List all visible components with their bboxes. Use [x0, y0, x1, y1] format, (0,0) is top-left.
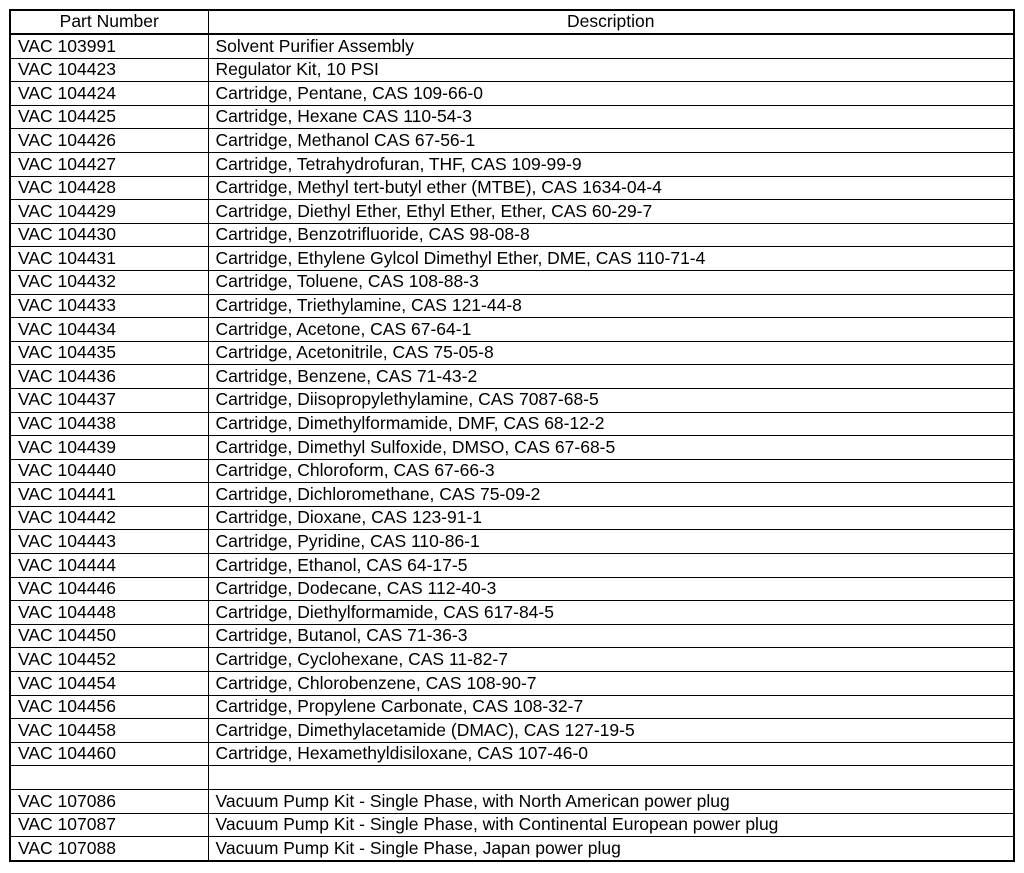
part-number-cell: VAC 104424 [10, 82, 208, 106]
table-row [10, 341, 1014, 365]
description-cell: Cartridge, Pentane, CAS 109-66-0 [208, 82, 1014, 106]
part-number-cell: VAC 104434 [10, 318, 208, 342]
header-row [10, 10, 1014, 34]
table-row [10, 34, 1014, 58]
table-row [10, 270, 1014, 294]
description-cell: Cartridge, Dichloromethane, CAS 75-09-2 [208, 483, 1014, 507]
table-row [10, 837, 1014, 861]
part-number-cell: VAC 104423 [10, 58, 208, 82]
description-cell: Cartridge, Dodecane, CAS 112-40-3 [208, 577, 1014, 601]
table-header [10, 10, 1014, 34]
table-row [10, 82, 1014, 106]
table-row [10, 719, 1014, 743]
description-cell: Cartridge, Dioxane, CAS 123-91-1 [208, 506, 1014, 530]
table-row [10, 742, 1014, 766]
table-row [10, 624, 1014, 648]
part-number-cell: VAC 104438 [10, 412, 208, 436]
description-cell: Cartridge, Diethyl Ether, Ethyl Ether, Ether, CAS 60-29-7 [208, 200, 1014, 224]
table-row [10, 294, 1014, 318]
part-number-cell: VAC 104431 [10, 247, 208, 271]
description-cell: Cartridge, Diethylformamide, CAS 617-84-5 [208, 601, 1014, 625]
description-cell: Cartridge, Pyridine, CAS 110-86-1 [208, 530, 1014, 554]
part-number-cell: VAC 104429 [10, 200, 208, 224]
description-cell: Cartridge, Butanol, CAS 71-36-3 [208, 624, 1014, 648]
description-cell: Cartridge, Toluene, CAS 108-88-3 [208, 270, 1014, 294]
table-row [10, 412, 1014, 436]
table-row [10, 365, 1014, 389]
description-cell: Cartridge, Tetrahydrofuran, THF, CAS 109-99-9 [208, 152, 1014, 176]
description-cell: Cartridge, Diisopropylethylamine, CAS 7087-68-5 [208, 388, 1014, 412]
part-number-cell: VAC 107087 [10, 813, 208, 837]
table-row [10, 152, 1014, 176]
description-cell: Cartridge, Dimethylacetamide (DMAC), CAS 127-19-5 [208, 719, 1014, 743]
description-cell: Cartridge, Benzotrifluoride, CAS 98-08-8 [208, 223, 1014, 247]
table-row [10, 105, 1014, 129]
table-row [10, 58, 1014, 82]
description-cell: Vacuum Pump Kit - Single Phase, with Continental European power plug [208, 813, 1014, 837]
part-number-cell: VAC 104456 [10, 695, 208, 719]
table-row [10, 813, 1014, 837]
part-number-cell: VAC 104440 [10, 459, 208, 483]
parts-table [9, 9, 1015, 862]
part-number-cell: VAC 104435 [10, 341, 208, 365]
table-row [10, 483, 1014, 507]
description-cell: Cartridge, Cyclohexane, CAS 11-82-7 [208, 648, 1014, 672]
part-number-cell: VAC 104458 [10, 719, 208, 743]
description-cell [208, 766, 1014, 790]
table-row [10, 672, 1014, 696]
table-row [10, 318, 1014, 342]
table-row [10, 388, 1014, 412]
part-number-cell: VAC 104425 [10, 105, 208, 129]
description-cell: Cartridge, Propylene Carbonate, CAS 108-32-7 [208, 695, 1014, 719]
table-row [10, 459, 1014, 483]
part-number-cell: VAC 104427 [10, 152, 208, 176]
column-header-part-number: Part Number [10, 10, 208, 34]
table-row [10, 648, 1014, 672]
part-number-cell: VAC 104436 [10, 365, 208, 389]
part-number-cell: VAC 104428 [10, 176, 208, 200]
column-header-description: Description [208, 10, 1014, 34]
description-cell: Cartridge, Acetonitrile, CAS 75-05-8 [208, 341, 1014, 365]
description-cell: Cartridge, Hexamethyldisiloxane, CAS 107-46-0 [208, 742, 1014, 766]
description-cell: Cartridge, Ethanol, CAS 64-17-5 [208, 554, 1014, 578]
table-row [10, 554, 1014, 578]
description-cell: Cartridge, Ethylene Gylcol Dimethyl Ether, DME, CAS 110-71-4 [208, 247, 1014, 271]
table-row [10, 601, 1014, 625]
description-cell: Cartridge, Methanol CAS 67-56-1 [208, 129, 1014, 153]
description-cell: Regulator Kit, 10 PSI [208, 58, 1014, 82]
part-number-cell: VAC 104439 [10, 436, 208, 460]
part-number-cell: VAC 107086 [10, 790, 208, 814]
part-number-cell: VAC 103991 [10, 34, 208, 58]
table-row [10, 695, 1014, 719]
part-number-cell [10, 766, 208, 790]
description-cell: Cartridge, Benzene, CAS 71-43-2 [208, 365, 1014, 389]
part-number-cell: VAC 104452 [10, 648, 208, 672]
description-cell: Cartridge, Acetone, CAS 67-64-1 [208, 318, 1014, 342]
description-cell: Vacuum Pump Kit - Single Phase, with North American power plug [208, 790, 1014, 814]
table-row [10, 530, 1014, 554]
part-number-cell: VAC 104446 [10, 577, 208, 601]
table-row [10, 129, 1014, 153]
description-cell: Cartridge, Chlorobenzene, CAS 108-90-7 [208, 672, 1014, 696]
description-cell: Cartridge, Hexane CAS 110-54-3 [208, 105, 1014, 129]
description-cell: Solvent Purifier Assembly [208, 34, 1014, 58]
table-row [10, 577, 1014, 601]
part-number-cell: VAC 104460 [10, 742, 208, 766]
table-row [10, 506, 1014, 530]
part-number-cell: VAC 104450 [10, 624, 208, 648]
table-row [10, 176, 1014, 200]
description-cell: Cartridge, Dimethylformamide, DMF, CAS 68-12-2 [208, 412, 1014, 436]
description-cell: Vacuum Pump Kit - Single Phase, Japan power plug [208, 837, 1014, 861]
table-row [10, 766, 1014, 790]
part-number-cell: VAC 104432 [10, 270, 208, 294]
description-cell: Cartridge, Triethylamine, CAS 121-44-8 [208, 294, 1014, 318]
part-number-cell: VAC 104443 [10, 530, 208, 554]
part-number-cell: VAC 104454 [10, 672, 208, 696]
table-row [10, 200, 1014, 224]
part-number-cell: VAC 104444 [10, 554, 208, 578]
table-row [10, 247, 1014, 271]
part-number-cell: VAC 104426 [10, 129, 208, 153]
table-body [10, 34, 1014, 861]
part-number-cell: VAC 104433 [10, 294, 208, 318]
part-number-cell: VAC 104441 [10, 483, 208, 507]
description-cell: Cartridge, Dimethyl Sulfoxide, DMSO, CAS 67-68-5 [208, 436, 1014, 460]
table-row [10, 790, 1014, 814]
table-row [10, 223, 1014, 247]
description-cell: Cartridge, Methyl tert-butyl ether (MTBE), CAS 1634-04-4 [208, 176, 1014, 200]
part-number-cell: VAC 107088 [10, 837, 208, 861]
part-number-cell: VAC 104437 [10, 388, 208, 412]
part-number-cell: VAC 104448 [10, 601, 208, 625]
part-number-cell: VAC 104442 [10, 506, 208, 530]
description-cell: Cartridge, Chloroform, CAS 67-66-3 [208, 459, 1014, 483]
table-row [10, 436, 1014, 460]
part-number-cell: VAC 104430 [10, 223, 208, 247]
